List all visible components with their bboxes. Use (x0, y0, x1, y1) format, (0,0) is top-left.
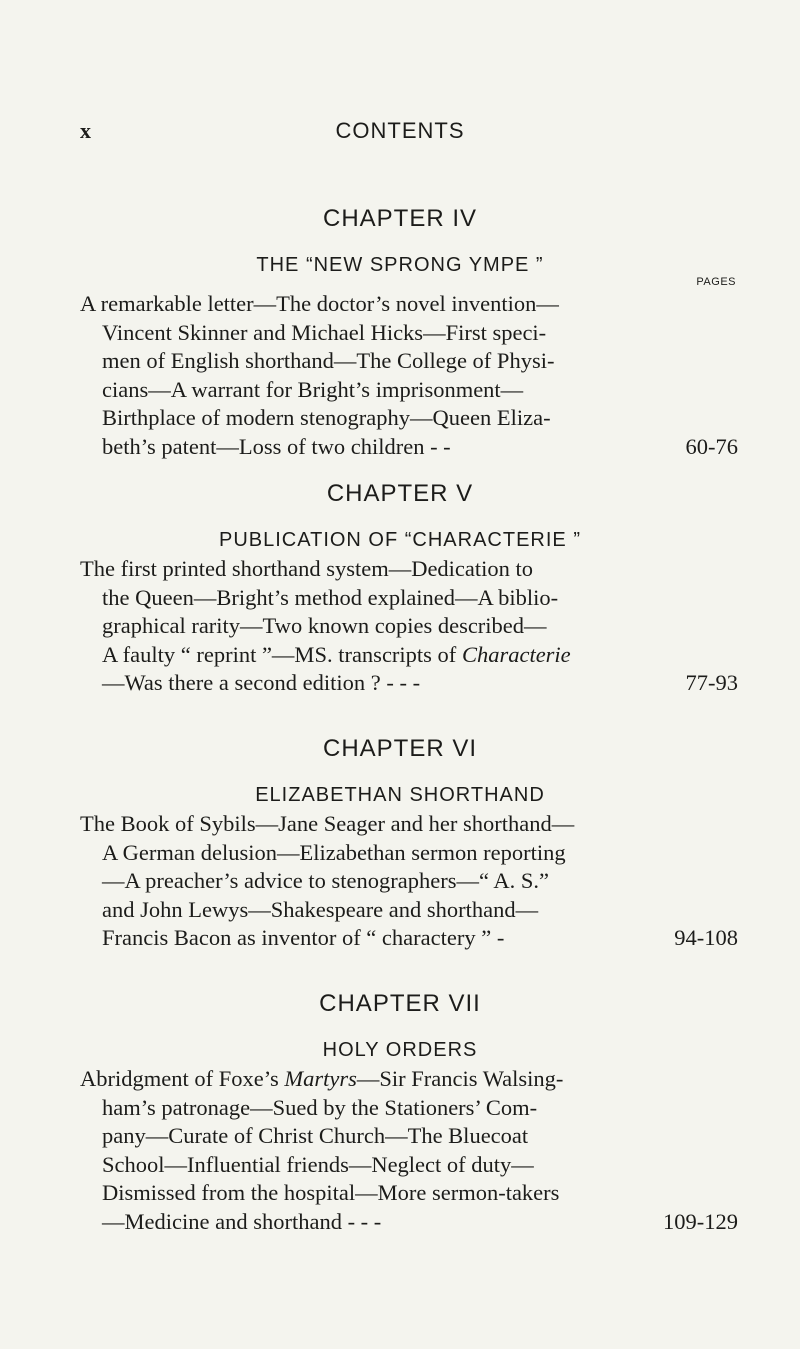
chapter-title: PUBLICATION OF “CHARACTERIE ” (219, 529, 581, 551)
chapter-title: THE “NEW SPRONG YMPE ” (256, 254, 544, 276)
summary-line: men of English shorthand—The College of Physi- (102, 348, 555, 374)
page-number: x (80, 118, 92, 143)
summary-line: the Queen—Bright’s method explained—A biblio- (102, 584, 559, 610)
page-header (0, 118, 800, 148)
summary-text: Abridgment of Foxe’s (80, 1066, 285, 1091)
chapter-6-heading (0, 735, 800, 807)
chapter-6-summary (80, 810, 738, 953)
italic-title: Characterie (461, 641, 571, 667)
summary-last-line (80, 924, 738, 953)
summary-line: The Book of Sybils—Jane Seager and her shorthand— (80, 811, 575, 836)
chapter-title: ELIZABETHAN SHORTHAND (255, 784, 545, 806)
summary-line: Dismissed from the hospital—More sermon-takers (102, 1180, 560, 1206)
chapter-5-summary (80, 555, 738, 698)
summary-line: and John Lewys—Shakespeare and shorthand— (102, 896, 539, 922)
summary-last-line (80, 669, 738, 698)
summary-line: —A preacher’s advice to stenographers—“ A. S.” (102, 868, 549, 894)
running-title: CONTENTS (335, 118, 465, 143)
summary-line: Francis Bacon as inventor of “ charactery ” - (102, 925, 505, 951)
summary-line (80, 641, 738, 670)
summary-line: Birthplace of modern stenography—Queen Eliza- (102, 405, 551, 431)
page-range: 60-76 (685, 433, 738, 459)
summary-text: —Sir Francis Walsing- (356, 1066, 564, 1091)
summary-last-line (80, 433, 738, 462)
summary-line: School—Influential friends—Neglect of duty— (102, 1151, 534, 1177)
chapter-number: CHAPTER V (326, 480, 474, 507)
summary-line (80, 1065, 738, 1094)
summary-line: —Was there a second edition ? - - - (102, 670, 421, 696)
summary-line: Vincent Skinner and Michael Hicks—First speci- (102, 319, 547, 345)
pages-column-label: PAGES (696, 276, 736, 288)
summary-line: A remarkable letter—The doctor’s novel invention— (80, 291, 559, 316)
summary-last-line (80, 1208, 738, 1237)
chapter-number: CHAPTER VI (322, 735, 478, 762)
summary-line: —Medicine and shorthand - - - (102, 1208, 382, 1234)
chapter-4-summary (80, 290, 738, 462)
chapter-title: HOLY ORDERS (322, 1039, 478, 1061)
page-range: 77-93 (685, 670, 738, 696)
chapter-7-summary (80, 1065, 738, 1237)
chapter-7-heading (0, 990, 800, 1062)
summary-line: A German delusion—Elizabethan sermon reporting (102, 839, 566, 865)
page-range: 109-129 (663, 1208, 738, 1234)
summary-line: cians—A warrant for Bright’s imprisonment— (102, 376, 524, 402)
page-range: 94-108 (674, 925, 738, 951)
chapter-4-heading (0, 205, 800, 277)
chapter-number: CHAPTER IV (322, 205, 478, 232)
summary-line: ham’s patronage—Sued by the Stationers’ Com- (102, 1094, 538, 1120)
summary-text: A faulty “ reprint ”—MS. transcripts of (102, 641, 462, 667)
summary-line: The first printed shorthand system—Dedication to (80, 556, 534, 581)
chapter-number: CHAPTER VII (319, 990, 481, 1017)
summary-line: graphical rarity—Two known copies described— (102, 613, 547, 639)
summary-line: pany—Curate of Christ Church—The Bluecoat (102, 1123, 529, 1149)
summary-line: beth’s patent—Loss of two children - - (102, 433, 451, 459)
italic-title: Martyrs (284, 1066, 357, 1091)
chapter-5-heading (0, 480, 800, 552)
